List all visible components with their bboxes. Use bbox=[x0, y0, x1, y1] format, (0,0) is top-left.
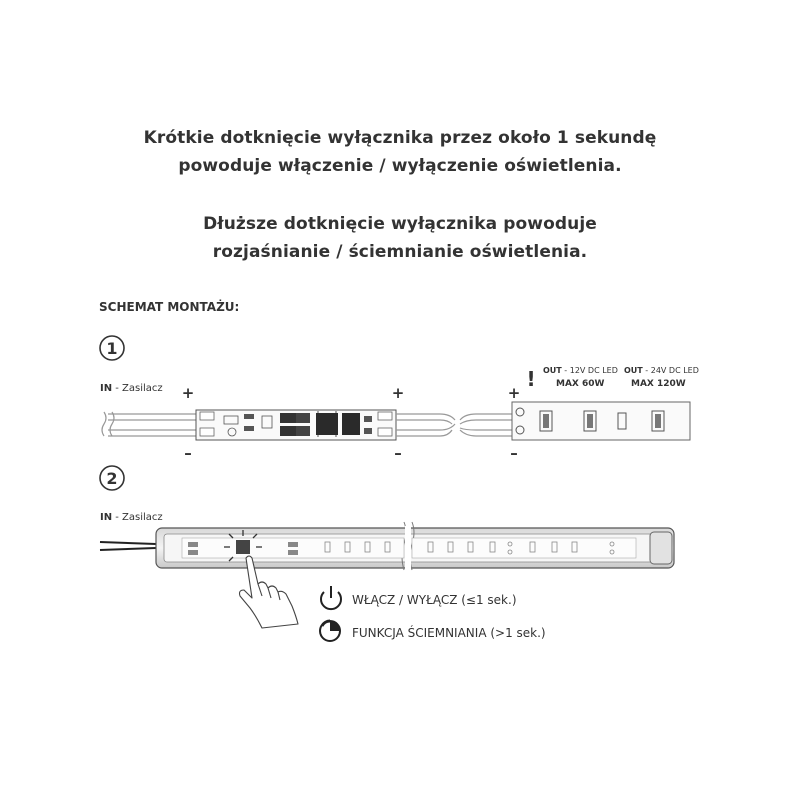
step1-minus-3: – bbox=[510, 444, 518, 462]
step1-plus-2: + bbox=[391, 384, 405, 402]
headline-line-3: Dłuższe dotknięcie wyłącznika powoduje bbox=[203, 214, 597, 234]
warning-mark: ! bbox=[526, 367, 536, 391]
step1-number: 1 bbox=[106, 339, 118, 358]
step2-number: 2 bbox=[106, 469, 118, 488]
legend-dimming-text: FUNKCJA ŚCIEMNIANIA (>1 sek.) bbox=[352, 626, 546, 640]
headline-line-1: Krótkie dotknięcie wyłącznika przez około 1 sekundę bbox=[143, 128, 657, 148]
step1-plus-1: + bbox=[181, 384, 195, 402]
step2-input-label: IN - Zasilacz bbox=[100, 512, 163, 523]
dimming-icon bbox=[320, 621, 340, 641]
headline-line-2: powoduje włączenie / wyłączenie oświetlenia. bbox=[178, 156, 622, 176]
step1-number-badge bbox=[100, 336, 124, 360]
max-120w-label: MAX 120W bbox=[631, 379, 686, 389]
step2-number-badge bbox=[100, 466, 124, 490]
headline-line-4: rozjaśnianie / ściemnianie oświetlenia. bbox=[212, 242, 588, 262]
led-strip-step1 bbox=[512, 402, 690, 440]
section-title: SCHEMAT MONTAŻU: bbox=[99, 300, 240, 314]
step2-input-cable bbox=[100, 542, 156, 550]
step1-plus-3: + bbox=[507, 384, 521, 402]
step1-input-label: IN - Zasilacz bbox=[100, 383, 163, 394]
max-60w-label: MAX 60W bbox=[556, 379, 605, 389]
out-12v-label: OUT - 12V DC LED bbox=[543, 366, 618, 375]
out-24v-label: OUT - 24V DC LED bbox=[624, 366, 699, 375]
step1-minus-2: – bbox=[394, 444, 402, 462]
step1-minus-1: – bbox=[184, 444, 192, 462]
step1-input-wires bbox=[102, 412, 196, 436]
dimmer-controller-board bbox=[196, 410, 396, 440]
power-icon bbox=[321, 586, 341, 609]
legend-power-text: WŁĄCZ / WYŁĄCZ (≤1 sek.) bbox=[352, 593, 517, 607]
step1-output-wires bbox=[396, 414, 512, 436]
